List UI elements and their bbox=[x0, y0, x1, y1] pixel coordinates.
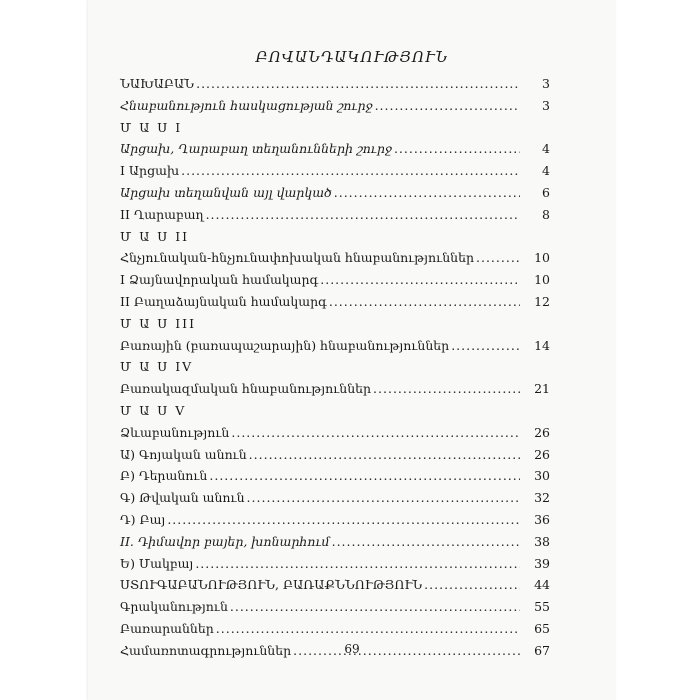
toc-entry-page: 6 bbox=[542, 184, 550, 200]
toc-dot-leader bbox=[209, 465, 520, 487]
toc-entry-label: Ձևաբանություն bbox=[120, 424, 230, 440]
toc-entry-label: ՆԱԽԱԲԱՆ bbox=[120, 76, 195, 91]
toc-dot-leader bbox=[167, 509, 520, 531]
toc-entry-page: 36 bbox=[534, 511, 550, 527]
page-title: ԲՈՎԱՆԴԱԿՈՒԹՅՈՒՆ bbox=[255, 48, 449, 66]
toc-dot-leader bbox=[249, 444, 520, 466]
toc-entry-page: 26 bbox=[534, 446, 550, 462]
toc-entry-label: Բառակազմական հնաբանություններ bbox=[120, 381, 372, 397]
toc-entry-page: 44 bbox=[534, 577, 550, 593]
toc-dot-leader bbox=[375, 95, 520, 117]
toc-entry-label: II Ղարաբաղ bbox=[120, 206, 204, 222]
toc-entry-page: 10 bbox=[534, 272, 550, 288]
toc-entry-page: 4 bbox=[542, 163, 550, 179]
toc-entry-label: Դ) Բայ bbox=[120, 511, 166, 527]
toc-entry-page: 55 bbox=[534, 599, 550, 615]
toc-entry bbox=[120, 95, 550, 117]
page-number: 69 bbox=[344, 642, 360, 656]
toc-entry bbox=[120, 204, 550, 226]
toc-entry-label: Ա) Գոյական անուն bbox=[120, 446, 247, 462]
toc-entry-label: Համառոտագրություններ bbox=[120, 642, 292, 658]
toc-entry-page: 67 bbox=[534, 642, 550, 658]
toc-entry bbox=[120, 378, 550, 400]
toc-entry bbox=[120, 574, 550, 596]
toc-entry-page: 3 bbox=[542, 76, 550, 91]
toc-section-heading bbox=[120, 313, 550, 335]
toc-entry bbox=[120, 138, 550, 160]
toc-entry bbox=[120, 247, 550, 269]
toc-entry-label: I Ձայնավորական համակարգ bbox=[120, 272, 319, 288]
toc-entry bbox=[120, 553, 550, 575]
toc-entry-label: Մ Ա Ս II bbox=[120, 228, 190, 244]
toc-entry-page: 32 bbox=[534, 490, 550, 506]
toc-dot-leader bbox=[329, 291, 520, 313]
toc-entry-label: Արցախ տեղանվան այլ վարկած bbox=[120, 184, 332, 200]
table-of-contents bbox=[120, 73, 550, 662]
toc-entry bbox=[120, 531, 550, 553]
toc-entry-label: Բ) Դերանուն bbox=[120, 468, 208, 484]
toc-entry-page: 3 bbox=[542, 97, 550, 113]
toc-entry bbox=[120, 509, 550, 531]
toc-entry-page: 21 bbox=[534, 381, 550, 397]
book-page bbox=[88, 0, 616, 700]
toc-dot-leader bbox=[451, 335, 520, 357]
toc-entry-label: II. Դիմավոր բայեր, խոնարհում bbox=[120, 533, 330, 549]
toc-entry-label: I Արցախ bbox=[120, 163, 180, 179]
toc-entry bbox=[120, 73, 550, 95]
toc-dot-leader bbox=[231, 422, 520, 444]
toc-entry-label: ՍՏՈՒԳԱԲԱՆՈՒԹՅՈՒՆ, ԲԱՌԱՔՆՆՈՒԹՅՈՒՆ bbox=[120, 577, 423, 593]
toc-dot-leader bbox=[476, 247, 520, 269]
toc-entry-page: 4 bbox=[542, 141, 550, 157]
toc-entry bbox=[120, 487, 550, 509]
toc-entry bbox=[120, 618, 550, 640]
toc-entry-label: Մ Ա Ս I bbox=[120, 119, 183, 135]
toc-entry-label: Ե) Մակբայ bbox=[120, 555, 194, 571]
toc-dot-leader bbox=[424, 574, 520, 596]
toc-entry-label: Գ) Թվական անուն bbox=[120, 490, 245, 506]
toc-section-heading bbox=[120, 400, 550, 422]
toc-entry bbox=[120, 182, 550, 204]
toc-section-heading bbox=[120, 226, 550, 248]
toc-entry bbox=[120, 335, 550, 357]
toc-entry-label: Բառարաններ bbox=[120, 620, 214, 636]
toc-dot-leader bbox=[196, 73, 520, 95]
toc-dot-leader bbox=[195, 553, 520, 575]
toc-entry bbox=[120, 444, 550, 466]
toc-entry-page: 14 bbox=[534, 337, 550, 353]
toc-entry-label: Հնաբանություն հասկացության շուրջ bbox=[120, 97, 373, 113]
toc-entry-page: 30 bbox=[534, 468, 550, 484]
toc-dot-leader bbox=[230, 596, 520, 618]
toc-entry-page: 10 bbox=[534, 250, 550, 266]
toc-dot-leader bbox=[181, 160, 520, 182]
toc-entry-page: 26 bbox=[534, 424, 550, 440]
toc-entry-page: 12 bbox=[534, 293, 550, 309]
toc-dot-leader bbox=[247, 487, 520, 509]
toc-entry-label: II Բաղաձայնական համակարգ bbox=[120, 293, 327, 309]
toc-entry-page: 39 bbox=[534, 555, 550, 571]
toc-entry bbox=[120, 596, 550, 618]
toc-dot-leader bbox=[332, 531, 520, 553]
toc-dot-leader bbox=[216, 618, 520, 640]
toc-entry bbox=[120, 422, 550, 444]
toc-entry-label: Բառային (բառապաշարային) հնաբանություններ bbox=[120, 337, 450, 353]
toc-entry-page: 38 bbox=[534, 533, 550, 549]
toc-entry bbox=[120, 269, 550, 291]
toc-entry-page: 65 bbox=[534, 620, 550, 636]
toc-entry-label: Մ Ա Ս III bbox=[120, 315, 197, 331]
toc-entry-label: Արցախ, Ղարաբաղ տեղանունների շուրջ bbox=[120, 141, 392, 157]
toc-section-heading bbox=[120, 117, 550, 139]
toc-dot-leader bbox=[206, 204, 520, 226]
toc-entry-label: Հնչյունական-հնչյունափոխական հնաբանություններ bbox=[120, 250, 474, 266]
toc-entry-label: Մ Ա Ս V bbox=[120, 402, 187, 418]
toc-entry-label: Մ Ա Ս IV bbox=[120, 359, 194, 375]
toc-entry bbox=[120, 291, 550, 313]
toc-entry bbox=[120, 465, 550, 487]
toc-dot-leader bbox=[320, 269, 520, 291]
toc-dot-leader bbox=[394, 138, 520, 160]
toc-entry-page: 8 bbox=[542, 206, 550, 222]
toc-entry bbox=[120, 160, 550, 182]
toc-section-heading bbox=[120, 356, 550, 378]
toc-dot-leader bbox=[334, 182, 520, 204]
toc-entry-label: Գրականություն bbox=[120, 599, 228, 615]
toc-dot-leader bbox=[373, 378, 520, 400]
